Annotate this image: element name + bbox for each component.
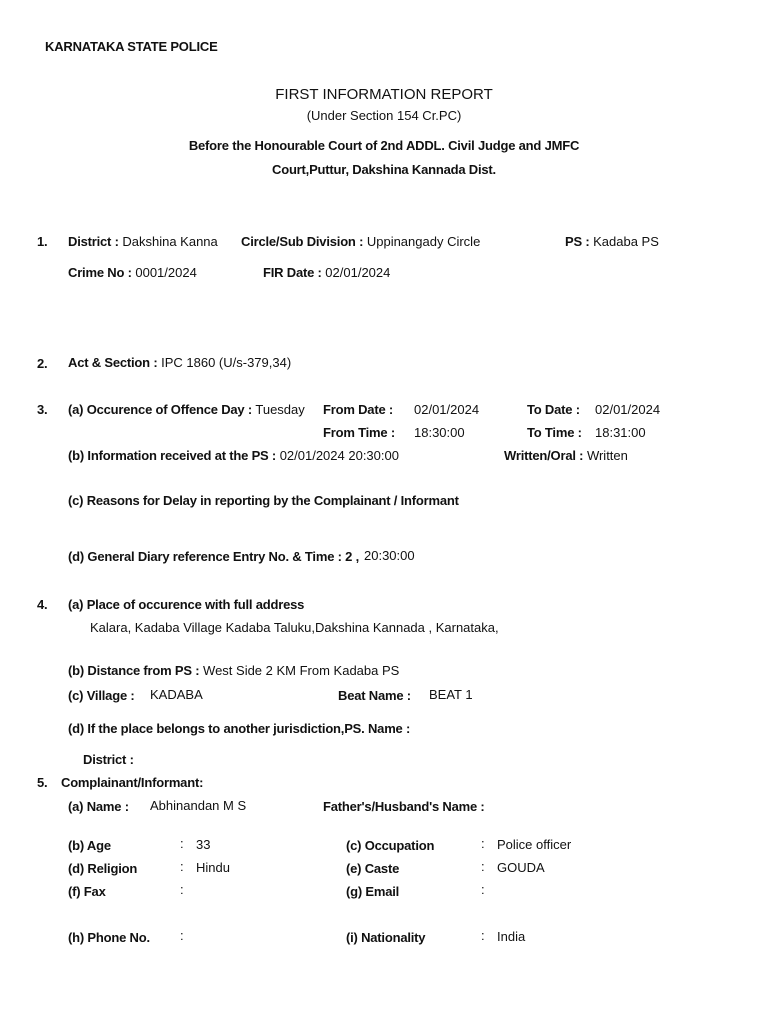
caste-colon: : (481, 859, 485, 874)
written-oral-row (504, 448, 628, 464)
jurisdiction-label: (d) If the place belongs to another jurisdiction,PS. Name : (68, 721, 411, 736)
ps-value: Kadaba PS (593, 234, 659, 249)
from-time-label: From Time : (323, 425, 395, 440)
phone-colon: : (180, 928, 184, 943)
crime-no-row (68, 265, 197, 281)
from-time-value: 18:30:00 (414, 425, 465, 440)
from-date-label: From Date : (323, 402, 394, 417)
written-oral-label: Written/Oral : (504, 448, 584, 463)
occurence-day-value: Tuesday (255, 402, 305, 417)
complainant-heading: Complainant/Informant: (61, 775, 204, 790)
section-5-number: 5. (37, 775, 48, 790)
general-diary-label: (d) General Diary reference Entry No. & Time : 2 , (68, 549, 360, 564)
distance-row (68, 663, 399, 679)
age-label: (b) Age (68, 838, 111, 853)
age-colon: : (180, 836, 184, 851)
phone-label: (h) Phone No. (68, 930, 150, 945)
written-oral-value: Written (586, 448, 628, 463)
section-2-number: 2. (37, 356, 48, 371)
from-date-value: 02/01/2024 (414, 402, 480, 417)
religion-colon: : (180, 859, 184, 874)
email-colon: : (481, 882, 485, 897)
document-title: FIRST INFORMATION REPORT (275, 86, 493, 103)
occupation-value: Police officer (497, 837, 572, 852)
occupation-colon: : (481, 836, 485, 851)
info-received-value: 02/01/2024 20:30:00 (279, 448, 399, 463)
to-date-value: 02/01/2024 (595, 402, 661, 417)
district-label: District : (68, 234, 119, 249)
org-name: KARNATAKA STATE POLICE (45, 39, 218, 54)
court-line-2: Court,Puttur, Dakshina Kannada Dist. (272, 162, 496, 177)
circle-value: Uppinangady Circle (366, 234, 481, 249)
section-1-number: 1. (37, 234, 48, 249)
district-row (68, 234, 218, 250)
place-label: (a) Place of occurence with full address (68, 597, 305, 612)
ps-row (565, 234, 659, 250)
act-section-value: IPC 1860 (U/s-379,34) (161, 355, 292, 370)
crime-no-label: Crime No : (68, 265, 132, 280)
caste-value: GOUDA (497, 860, 545, 875)
occurence-day-row (68, 402, 305, 418)
section-4-number: 4. (37, 597, 48, 612)
beat-name-label: Beat Name : (338, 688, 411, 703)
fax-label: (f) Fax (68, 884, 106, 899)
place-address: Kalara, Kadaba Village Kadaba Taluku,Dakshina Kannada , Karnataka, (90, 620, 499, 635)
religion-label: (d) Religion (68, 861, 138, 876)
to-time-label: To Time : (527, 425, 582, 440)
village-value: KADABA (150, 687, 203, 702)
crime-no-value: 0001/2024 (135, 265, 197, 280)
fir-date-value: 02/01/2024 (325, 265, 391, 280)
father-husband-name-label: Father's/Husband's Name : (323, 799, 485, 814)
beat-name-value: BEAT 1 (429, 687, 473, 702)
jurisdiction-district-label: District : (83, 752, 134, 767)
religion-value: Hindu (196, 860, 230, 875)
info-received-row (68, 448, 399, 464)
general-diary-time: 20:30:00 (364, 548, 415, 563)
nationality-value: India (497, 929, 526, 944)
act-section-row (68, 355, 291, 371)
nationality-label: (i) Nationality (346, 930, 426, 945)
nationality-colon: : (481, 928, 485, 943)
delay-reason-label: (c) Reasons for Delay in reporting by the Complainant / Informant (68, 493, 459, 508)
age-value: 33 (196, 837, 211, 852)
occupation-label: (c) Occupation (346, 838, 435, 853)
complainant-name-label: (a) Name : (68, 799, 129, 814)
distance-value: West Side 2 KM From Kadaba PS (203, 663, 400, 678)
act-section-label: Act & Section : (68, 355, 158, 370)
circle-label: Circle/Sub Division : (241, 234, 364, 249)
fir-date-label: FIR Date : (263, 265, 322, 280)
occurence-day-label: (a) Occurence of Offence Day : (68, 402, 252, 417)
village-label: (c) Village : (68, 688, 135, 703)
caste-label: (e) Caste (346, 861, 400, 876)
district-value: Dakshina Kanna (122, 234, 218, 249)
section-3-number: 3. (37, 402, 48, 417)
distance-label: (b) Distance from PS : (68, 663, 200, 678)
info-received-label: (b) Information received at the PS : (68, 448, 277, 463)
fax-colon: : (180, 882, 184, 897)
fir-date-row (263, 265, 390, 281)
ps-label: PS : (565, 234, 590, 249)
complainant-name-value: Abhinandan M S (150, 798, 247, 813)
document-subtitle: (Under Section 154 Cr.PC) (306, 108, 462, 123)
circle-row (241, 234, 480, 250)
email-label: (g) Email (346, 884, 400, 899)
to-date-label: To Date : (527, 402, 580, 417)
court-line-1: Before the Honourable Court of 2nd ADDL. Civil Judge and JMFC (188, 138, 580, 153)
to-time-value: 18:31:00 (595, 425, 646, 440)
